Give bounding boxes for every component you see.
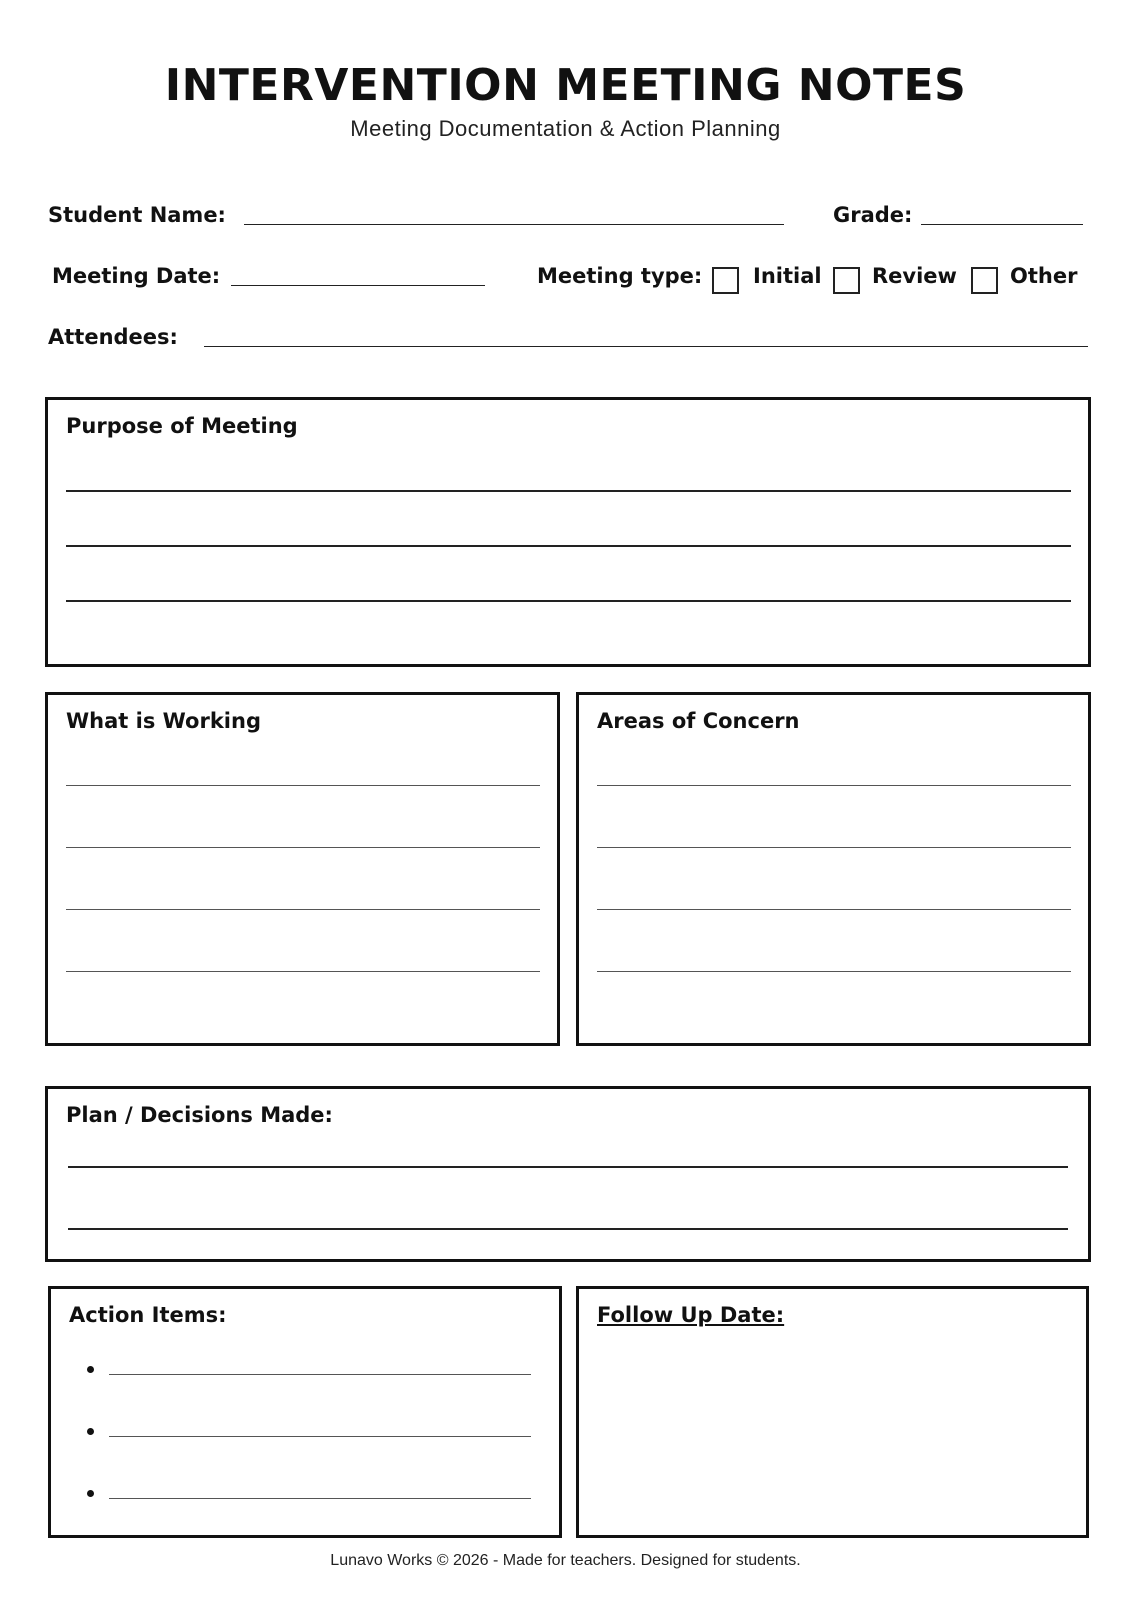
page-title: INTERVENTION MEETING NOTES	[164, 60, 967, 111]
concern-write-line[interactable]	[597, 847, 1071, 848]
action-item-line[interactable]	[109, 1436, 531, 1437]
concern-write-line[interactable]	[597, 785, 1071, 786]
attendees-label: Attendees:	[48, 325, 178, 349]
review-checkbox[interactable]	[833, 267, 860, 294]
concern-write-line[interactable]	[597, 909, 1071, 910]
bullet-icon	[87, 1366, 94, 1373]
action-item-line[interactable]	[109, 1374, 531, 1375]
purpose-section	[45, 397, 1091, 667]
action-items-section	[48, 1286, 562, 1538]
other-option-label: Other	[1010, 264, 1078, 288]
initial-checkbox[interactable]	[712, 267, 739, 294]
working-write-line[interactable]	[66, 909, 540, 910]
attendees-field[interactable]	[204, 346, 1088, 347]
student-name-label: Student Name:	[48, 203, 226, 227]
working-section-title: What is Working	[66, 709, 261, 733]
plan-section	[45, 1086, 1091, 1262]
purpose-write-line[interactable]	[66, 600, 1071, 602]
page-subtitle: Meeting Documentation & Action Planning	[350, 116, 781, 141]
meeting-type-label: Meeting type:	[537, 264, 703, 288]
action-items-title: Action Items:	[69, 1303, 227, 1327]
meeting-date-field[interactable]	[231, 285, 485, 286]
working-write-line[interactable]	[66, 785, 540, 786]
bullet-icon	[87, 1428, 94, 1435]
purpose-write-line[interactable]	[66, 490, 1071, 492]
purpose-write-line[interactable]	[66, 545, 1071, 547]
concern-section	[576, 692, 1091, 1046]
initial-option-label: Initial	[753, 264, 822, 288]
working-section	[45, 692, 560, 1046]
plan-write-line[interactable]	[68, 1166, 1068, 1168]
plan-section-title: Plan / Decisions Made:	[66, 1103, 333, 1127]
bullet-icon	[87, 1490, 94, 1497]
concern-section-title: Areas of Concern	[597, 709, 800, 733]
other-checkbox[interactable]	[971, 267, 998, 294]
working-write-line[interactable]	[66, 847, 540, 848]
follow-up-section[interactable]	[576, 1286, 1089, 1538]
concern-write-line[interactable]	[597, 971, 1071, 972]
purpose-section-title: Purpose of Meeting	[66, 414, 298, 438]
grade-label: Grade:	[833, 203, 913, 227]
footer-text: Lunavo Works © 2026 - Made for teachers. Designed for students.	[330, 1552, 801, 1569]
student-name-field[interactable]	[244, 224, 784, 225]
grade-field[interactable]	[921, 224, 1083, 225]
follow-up-title: Follow Up Date:	[597, 1303, 785, 1327]
working-write-line[interactable]	[66, 971, 540, 972]
plan-write-line[interactable]	[68, 1228, 1068, 1230]
action-item-line[interactable]	[109, 1498, 531, 1499]
meeting-date-label: Meeting Date:	[52, 264, 221, 288]
review-option-label: Review	[872, 264, 957, 288]
